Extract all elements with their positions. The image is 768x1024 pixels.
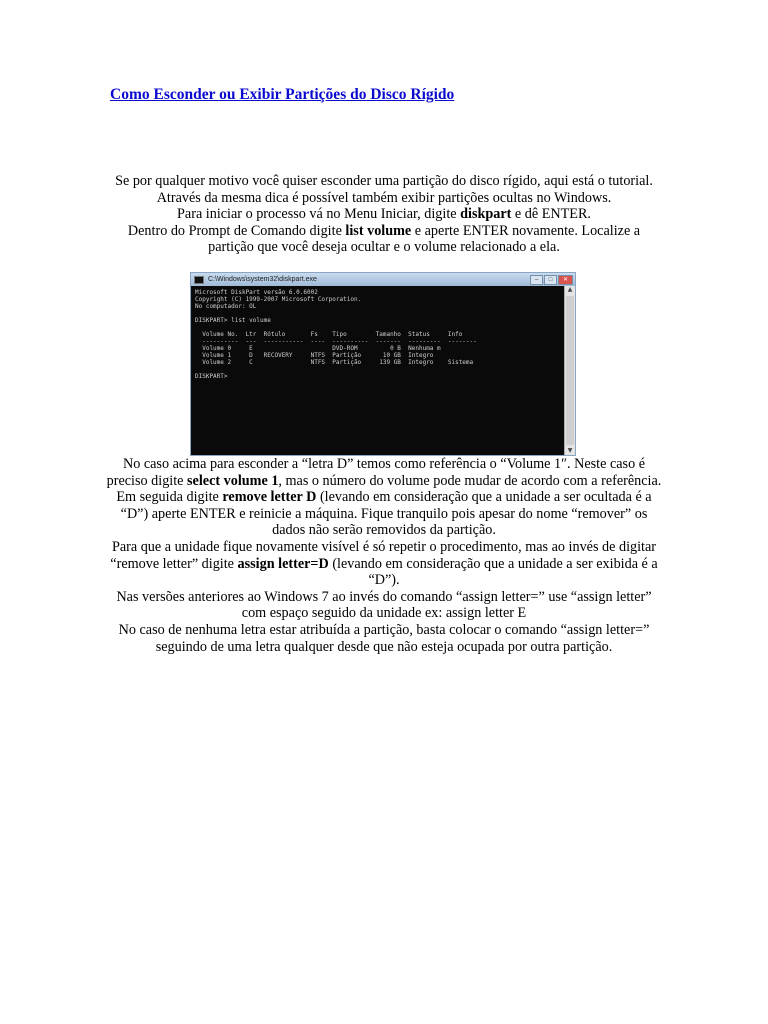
cmd-window-icon — [194, 276, 204, 284]
command-text: diskpart — [460, 206, 512, 223]
paragraph-text: Nas versões anteriores ao Windows 7 ao invés do comando “assign letter=” use “assign letter” com espaço seguido da unidade ex: assign letter E — [116, 588, 652, 622]
cmd-line — [195, 310, 563, 317]
paragraph-text: Em seguida digite — [116, 489, 223, 506]
cmd-line: Volume 0 E DVD-ROM 0 B Nenhuma m — [195, 345, 441, 352]
cmd-line: Volume No. Ltr Rótulo Fs Tipo Tamanho Status Info — [195, 331, 463, 338]
paragraph-text: Para que a unidade fique novamente visível é só repetir o procedimento, mas ao invés de digitar “remove letter” digite — [110, 538, 657, 572]
paragraph — [104, 223, 664, 256]
cmd-line: No computador: OL — [195, 303, 257, 310]
scroll-down-icon: ▼ — [567, 447, 573, 454]
paragraph-text: Para iniciar o processo vá no Menu Iniciar, digite — [177, 206, 461, 223]
cmd-line — [195, 324, 563, 331]
close-icon: ✕ — [558, 275, 573, 285]
page-title[interactable]: Como Esconder ou Exibir Partições do Disco Rígido — [110, 86, 455, 103]
cmd-titlebar — [191, 273, 575, 286]
paragraph — [104, 173, 664, 206]
cmd-line: ---------- --- ----------- ---- ---------- ------- --------- -------- — [195, 338, 477, 345]
command-text: remove letter D — [222, 489, 317, 506]
cmd-line — [195, 366, 563, 373]
command-text: select volume 1 — [187, 472, 279, 489]
paragraph-text: e aperte ENTER novamente. Localize a partição que você deseja ocultar e o volume relacionado a ela. — [208, 222, 641, 256]
paragraph-text: (levando em consideração que a unidade a ser ocultada é a “D”) aperte ENTER e reinicie a máquina. Fique tranquilo pois apesar do nome “remover” os dados não serão removidos da partição. — [120, 489, 652, 539]
cmd-window-title: C:\Windows\system32\diskpart.exe — [208, 276, 317, 283]
cmd-line: Microsoft DiskPart versão 6.0.6002 — [195, 289, 318, 296]
command-text: assign letter=D — [237, 555, 329, 572]
paragraph — [104, 456, 664, 489]
paragraph-text: , mas o número do volume pode mudar de acordo com a referência. — [278, 472, 662, 489]
paragraph — [104, 589, 664, 622]
paragraph-text: (levando em consideração que a unidade a ser exibida é a “D”). — [328, 555, 658, 589]
cmd-scrollbar — [564, 286, 575, 455]
paragraph-text: e dê ENTER. — [511, 206, 591, 223]
cmd-output — [195, 289, 563, 453]
instructions-section — [104, 456, 664, 655]
minimize-icon: – — [530, 275, 543, 285]
paragraph — [104, 539, 664, 589]
paragraph-text: Dentro do Prompt de Comando digite — [127, 222, 346, 239]
command-text: list volume — [345, 222, 412, 239]
paragraph — [104, 622, 664, 655]
maximize-icon: □ — [544, 275, 557, 285]
paragraph — [104, 206, 664, 223]
paragraph — [104, 489, 664, 539]
cmd-line: Copyright (C) 1999-2007 Microsoft Corporation. — [195, 296, 362, 303]
paragraph-text: No caso acima para esconder a “letra D” temos como referência o “Volume 1″. Neste caso é preciso digite — [106, 456, 646, 489]
cmd-line: DISKPART> list volume — [195, 317, 271, 324]
command-prompt-screenshot — [190, 272, 576, 456]
paragraph-text: Se por qualquer motivo você quiser esconder uma partição do disco rígido, aqui está o tutorial. Através da mesma dica é possível também exibir partições ocultas no Windows. — [115, 173, 653, 206]
cmd-line: Volume 1 D RECOVERY NTFS Partição 10 GB Integro — [195, 352, 434, 359]
scroll-thumb — [566, 296, 574, 445]
cmd-line: DISKPART> — [195, 373, 228, 380]
paragraph-text: No caso de nenhuma letra estar atribuída a partição, basta colocar o comando “assign letter=” seguindo de uma letra qualquer desde que não esteja ocupada por outra partição. — [118, 621, 650, 655]
intro-section — [104, 173, 664, 256]
scroll-up-icon: ▲ — [567, 286, 573, 293]
cmd-line: Volume 2 C NTFS Partição 139 GB Integro Sistema — [195, 359, 474, 366]
